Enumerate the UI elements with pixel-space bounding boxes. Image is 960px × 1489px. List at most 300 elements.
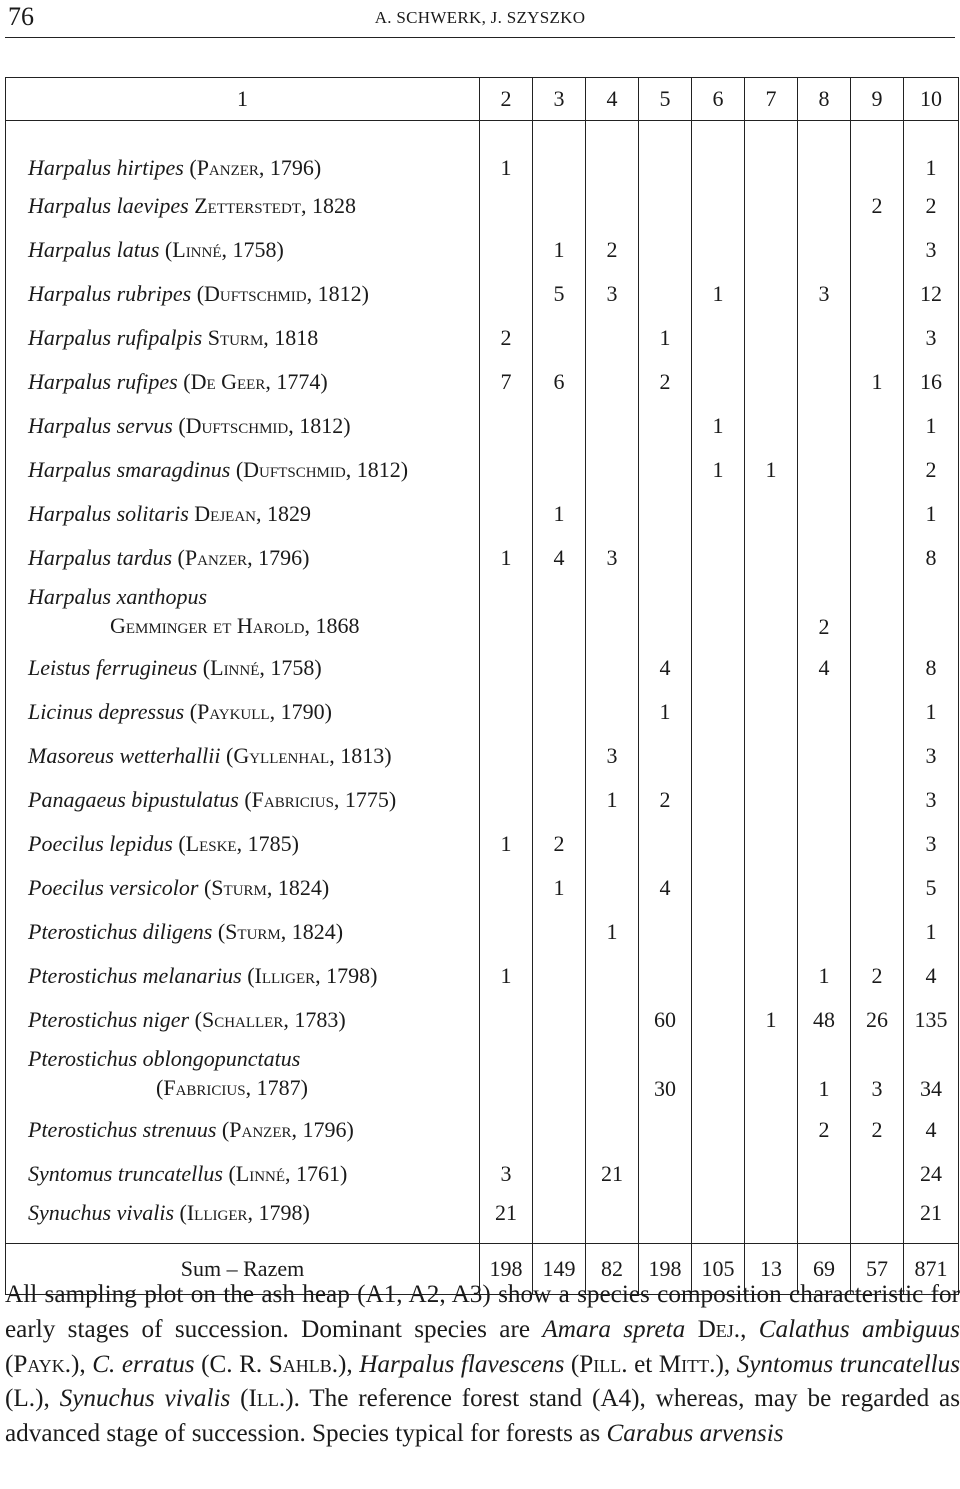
author-name: Dejean	[194, 501, 256, 526]
count-cell	[745, 316, 798, 360]
sum-cell: 57	[851, 1244, 904, 1295]
species-cell	[6, 272, 480, 316]
author-prefix: (	[202, 655, 211, 680]
count-cell	[480, 448, 533, 492]
count-cell	[480, 1108, 533, 1152]
count-cell	[639, 1108, 692, 1152]
text-run: All sampling plot on the ash heap (A1, A2, A3) show a species composition characteristic for early stages of succession. Dominant species are	[5, 1281, 960, 1343]
count-cell	[798, 536, 851, 580]
count-cell	[851, 316, 904, 360]
count-cell	[692, 228, 745, 272]
count-cell	[533, 646, 586, 690]
species-cell	[6, 822, 480, 866]
count-cell	[586, 866, 639, 910]
count-cell: 16	[904, 360, 959, 404]
count-cell	[639, 536, 692, 580]
author-prefix: (	[178, 413, 186, 438]
count-cell	[798, 822, 851, 866]
count-cell	[692, 1042, 745, 1108]
table-row	[6, 690, 959, 734]
count-cell	[586, 184, 639, 228]
author-year: , 1812)	[288, 413, 351, 438]
count-cell	[586, 580, 639, 646]
table-row	[6, 1152, 959, 1196]
author-year: , 1798)	[247, 1200, 310, 1225]
species-name: Synuchus vivalis	[28, 1200, 175, 1225]
author-year: , 1798)	[315, 963, 378, 988]
table-row	[6, 184, 959, 228]
species-name: Harpalus smaragdinus	[28, 457, 231, 482]
column-header: 1	[6, 78, 480, 121]
count-cell	[798, 910, 851, 954]
count-cell: 2	[851, 1108, 904, 1152]
author-year: , 1796)	[258, 155, 322, 180]
count-cell	[851, 734, 904, 778]
count-cell	[798, 1152, 851, 1196]
count-cell: 3	[586, 734, 639, 778]
species-name: Syntomus truncatellus	[28, 1161, 223, 1186]
author-year: , 1758)	[221, 237, 284, 262]
column-header: 3	[533, 78, 586, 121]
sum-cell: 871	[904, 1244, 959, 1295]
count-cell: 1	[692, 404, 745, 448]
author-year: , 1774)	[265, 369, 328, 394]
count-cell	[533, 404, 586, 448]
author-year: , 1796)	[291, 1117, 354, 1142]
author-prefix: (	[244, 787, 252, 812]
author-year: , 1813)	[329, 743, 392, 768]
count-cell: 7	[480, 360, 533, 404]
count-cell	[798, 184, 851, 228]
text-run: (L.),	[5, 1385, 60, 1413]
count-cell	[851, 492, 904, 536]
author-name: Illiger	[254, 963, 316, 988]
table-row	[6, 998, 959, 1042]
count-cell	[639, 1152, 692, 1196]
count-cell	[692, 734, 745, 778]
author-name: Schaller	[201, 1007, 284, 1032]
count-cell	[798, 690, 851, 734]
count-cell	[745, 492, 798, 536]
count-cell: 2	[533, 822, 586, 866]
species-name: Harpalus rufipes	[28, 369, 178, 394]
count-cell: 1	[904, 121, 959, 185]
page-number: 76	[8, 2, 34, 31]
species-cell	[6, 690, 480, 734]
text-run	[685, 1316, 697, 1343]
sum-cell: 13	[745, 1244, 798, 1295]
count-cell: 1	[533, 228, 586, 272]
count-cell	[798, 1196, 851, 1244]
sum-cell: 198	[480, 1244, 533, 1295]
count-cell	[480, 580, 533, 646]
count-cell	[533, 580, 586, 646]
column-header: 9	[851, 78, 904, 121]
count-cell: 6	[533, 360, 586, 404]
count-cell	[692, 866, 745, 910]
author-prefix: (	[183, 369, 191, 394]
count-cell: 48	[798, 998, 851, 1042]
text-run: ),	[338, 1350, 360, 1378]
count-cell	[745, 536, 798, 580]
author-name: Sturm	[211, 875, 267, 900]
count-cell	[586, 492, 639, 536]
author-prefix: (	[189, 155, 197, 180]
count-cell	[692, 954, 745, 998]
count-cell: 1	[745, 998, 798, 1042]
count-cell	[745, 1108, 798, 1152]
count-cell	[745, 734, 798, 778]
count-cell	[851, 121, 904, 185]
author-prefix: (	[189, 699, 198, 724]
count-cell	[851, 866, 904, 910]
header-rule	[5, 37, 955, 38]
count-cell	[533, 184, 586, 228]
count-cell: 1	[692, 272, 745, 316]
count-cell	[480, 228, 533, 272]
count-cell	[851, 910, 904, 954]
text-run: ,	[740, 1315, 759, 1343]
sum-cell: 82	[586, 1244, 639, 1295]
count-cell: 3	[480, 1152, 533, 1196]
count-cell: 21	[586, 1152, 639, 1196]
count-cell: 1	[480, 121, 533, 185]
count-cell	[798, 778, 851, 822]
taxon-name: Synuchus vivalis	[59, 1385, 231, 1413]
species-name: Harpalus latus	[28, 237, 160, 262]
count-cell: 60	[639, 998, 692, 1042]
count-cell	[745, 360, 798, 404]
text-run: (	[230, 1385, 249, 1413]
species-name: Masoreus wetterhallii	[28, 743, 221, 768]
count-cell	[533, 1108, 586, 1152]
count-cell: 3	[904, 778, 959, 822]
count-cell	[745, 184, 798, 228]
table-row	[6, 778, 959, 822]
count-cell	[745, 646, 798, 690]
count-cell	[692, 536, 745, 580]
count-cell: 2	[639, 778, 692, 822]
author-name: Linné	[172, 237, 222, 262]
column-header: 7	[745, 78, 798, 121]
table-row	[6, 316, 959, 360]
count-cell: 2	[851, 954, 904, 998]
table-row	[6, 448, 959, 492]
author-prefix: (	[194, 1007, 202, 1032]
species-cell	[6, 778, 480, 822]
count-cell: 1	[904, 910, 959, 954]
count-cell: 4	[904, 1108, 959, 1152]
count-cell: 1	[480, 954, 533, 998]
count-cell: 1	[586, 910, 639, 954]
species-name: Leistus ferrugineus	[28, 655, 198, 680]
count-cell	[745, 1196, 798, 1244]
count-cell	[533, 734, 586, 778]
table-row	[6, 866, 959, 910]
count-cell	[745, 778, 798, 822]
count-cell: 21	[904, 1196, 959, 1244]
species-name: Harpalus tardus	[28, 545, 173, 570]
count-cell	[798, 866, 851, 910]
count-cell	[533, 448, 586, 492]
count-cell	[692, 690, 745, 734]
species-name: Poecilus versicolor	[28, 875, 199, 900]
count-cell	[692, 316, 745, 360]
sum-cell: 105	[692, 1244, 745, 1295]
count-cell	[851, 448, 904, 492]
column-header: 10	[904, 78, 959, 121]
table-row	[6, 1108, 959, 1152]
count-cell	[586, 822, 639, 866]
table-row	[6, 734, 959, 778]
author-prefix: (	[221, 1117, 230, 1142]
count-cell	[745, 272, 798, 316]
author-year: , 1796)	[247, 545, 310, 570]
species-name: Harpalus xanthopus	[28, 584, 208, 609]
count-cell	[851, 228, 904, 272]
species-cell	[6, 1108, 480, 1152]
count-cell	[692, 580, 745, 646]
count-cell	[533, 316, 586, 360]
taxon-name: Amara spreta	[542, 1315, 686, 1343]
species-name: Harpalus servus	[28, 413, 173, 438]
table-row	[6, 536, 959, 580]
sum-cell: 149	[533, 1244, 586, 1295]
species-cell	[6, 866, 480, 910]
count-cell	[639, 580, 692, 646]
count-cell: 1	[904, 690, 959, 734]
count-cell: 3	[904, 228, 959, 272]
count-cell	[480, 404, 533, 448]
count-cell: 4	[639, 646, 692, 690]
author-prefix: (	[178, 831, 186, 856]
species-name: Pterostichus melanarius	[28, 963, 242, 988]
count-cell	[798, 121, 851, 185]
table-row	[6, 1042, 959, 1108]
count-cell	[798, 734, 851, 778]
author-year: , 1812)	[345, 457, 409, 482]
count-cell	[533, 121, 586, 185]
author-prefix: (	[203, 875, 212, 900]
species-cell	[6, 998, 480, 1042]
count-cell: 2	[904, 184, 959, 228]
table-body	[6, 121, 959, 1244]
count-cell	[692, 910, 745, 954]
count-cell	[639, 184, 692, 228]
count-cell	[692, 492, 745, 536]
count-cell	[798, 404, 851, 448]
count-cell	[798, 492, 851, 536]
author-prefix: (	[156, 1075, 164, 1100]
taxon-name: Calathus ambiguus	[758, 1315, 960, 1343]
count-cell	[533, 778, 586, 822]
author-year: , 1761)	[285, 1161, 348, 1186]
table-row	[6, 121, 959, 185]
count-cell	[745, 910, 798, 954]
count-cell: 3	[904, 734, 959, 778]
author-year: , 1785)	[236, 831, 299, 856]
count-cell: 2	[586, 228, 639, 272]
species-cell	[6, 121, 480, 185]
author-year: , 1818	[263, 325, 319, 350]
count-cell	[798, 448, 851, 492]
author-name: Duftschmid	[204, 281, 307, 306]
count-cell: 34	[904, 1042, 959, 1108]
count-cell: 1	[533, 492, 586, 536]
author-prefix: (	[179, 1200, 187, 1225]
column-header: 2	[480, 78, 533, 121]
count-cell	[639, 954, 692, 998]
count-cell: 1	[692, 448, 745, 492]
species-cell	[6, 536, 480, 580]
count-cell	[480, 646, 533, 690]
count-cell	[692, 360, 745, 404]
count-cell	[639, 822, 692, 866]
author-abbrev: Pill.	[579, 1350, 628, 1378]
count-cell: 3	[851, 1042, 904, 1108]
table-row	[6, 910, 959, 954]
author-name: Linné	[210, 655, 260, 680]
author-name: Panzer	[196, 155, 259, 180]
count-cell: 2	[904, 448, 959, 492]
count-cell: 1	[851, 360, 904, 404]
running-header	[0, 0, 960, 38]
count-cell	[480, 778, 533, 822]
count-cell	[692, 998, 745, 1042]
table-row	[6, 646, 959, 690]
species-cell	[6, 228, 480, 272]
count-cell: 8	[904, 536, 959, 580]
author-prefix: (	[217, 919, 226, 944]
author-prefix: (	[226, 743, 234, 768]
count-cell	[692, 184, 745, 228]
author-name: Duftschmid	[243, 457, 346, 482]
author-prefix: (	[177, 545, 185, 570]
text-run: ). The reference forest stand (A4), whereas, may be regarded as advanced stage of succession. Species typical for forests as	[5, 1385, 960, 1448]
count-cell	[586, 1042, 639, 1108]
count-cell: 1	[904, 404, 959, 448]
count-cell	[480, 690, 533, 734]
species-name: Poecilus lepidus	[28, 831, 173, 856]
author-prefix: (	[235, 457, 244, 482]
count-cell: 2	[851, 184, 904, 228]
count-cell	[745, 1152, 798, 1196]
species-name: Pterostichus oblongopunctatus	[28, 1046, 301, 1071]
text-run: ),	[715, 1350, 737, 1378]
count-cell: 8	[904, 646, 959, 690]
count-cell: 1	[639, 316, 692, 360]
species-name: Panagaeus bipustulatus	[28, 787, 239, 812]
author-year: , 1758)	[259, 655, 322, 680]
species-name: Harpalus solitaris	[28, 501, 189, 526]
table-row	[6, 360, 959, 404]
count-cell	[692, 1196, 745, 1244]
species-name: Harpalus hirtipes	[28, 155, 184, 180]
count-cell	[639, 404, 692, 448]
count-cell	[639, 448, 692, 492]
count-cell	[480, 272, 533, 316]
author-name: Gemminger et Harold	[110, 613, 305, 638]
count-cell	[851, 580, 904, 646]
species-cell	[6, 954, 480, 998]
count-cell: 1	[639, 690, 692, 734]
count-cell: 3	[586, 272, 639, 316]
count-cell	[533, 910, 586, 954]
species-cell	[6, 360, 480, 404]
text-run: et	[627, 1350, 659, 1378]
count-cell	[586, 448, 639, 492]
species-name: Licinus depressus	[28, 699, 185, 724]
author-name: Duftschmid	[185, 413, 289, 438]
count-cell	[851, 690, 904, 734]
author-year: , 1812)	[306, 281, 369, 306]
author-year: , 1790)	[269, 699, 332, 724]
count-cell: 1	[480, 536, 533, 580]
count-cell: 3	[798, 272, 851, 316]
count-cell	[745, 580, 798, 646]
author-year: , 1828	[300, 193, 356, 218]
count-cell	[586, 360, 639, 404]
count-cell: 12	[904, 272, 959, 316]
count-cell: 1	[798, 954, 851, 998]
count-cell: 1	[533, 866, 586, 910]
species-cell	[6, 448, 480, 492]
count-cell	[586, 1108, 639, 1152]
author-prefix: (	[196, 281, 205, 306]
count-cell	[851, 536, 904, 580]
table-row	[6, 822, 959, 866]
table-row	[6, 272, 959, 316]
count-cell	[745, 404, 798, 448]
count-cell: 4	[533, 536, 586, 580]
count-cell	[851, 1152, 904, 1196]
count-cell	[692, 778, 745, 822]
running-title: A. SCHWERK, J. SZYSZKO	[374, 8, 586, 27]
count-cell: 5	[904, 866, 959, 910]
count-cell	[745, 690, 798, 734]
author-name: Leske	[185, 831, 237, 856]
count-cell: 24	[904, 1152, 959, 1196]
author-prefix: (	[228, 1161, 236, 1186]
author-name: Fabricius	[163, 1075, 246, 1100]
count-cell: 3	[904, 822, 959, 866]
count-cell	[692, 822, 745, 866]
sum-cell: 69	[798, 1244, 851, 1295]
taxon-name: C. erratus	[92, 1350, 195, 1378]
count-cell	[586, 954, 639, 998]
count-cell: 1	[745, 448, 798, 492]
count-cell	[533, 954, 586, 998]
count-cell: 2	[798, 580, 851, 646]
count-cell	[745, 121, 798, 185]
count-cell	[480, 866, 533, 910]
body-paragraph	[5, 1278, 960, 1452]
species-cell	[6, 580, 480, 646]
text-run: (C. R.	[194, 1350, 269, 1378]
count-cell	[851, 1196, 904, 1244]
count-cell	[480, 998, 533, 1042]
author-name: Paykull	[197, 699, 270, 724]
count-cell: 4	[904, 954, 959, 998]
count-cell	[639, 121, 692, 185]
count-cell	[586, 316, 639, 360]
count-cell: 1	[798, 1042, 851, 1108]
species-cell	[6, 316, 480, 360]
author-name: Zetterstedt	[194, 193, 301, 218]
author-abbrev: Dej.	[697, 1315, 741, 1343]
author-abbrev: Sahlb.	[268, 1350, 339, 1378]
species-cell	[6, 734, 480, 778]
